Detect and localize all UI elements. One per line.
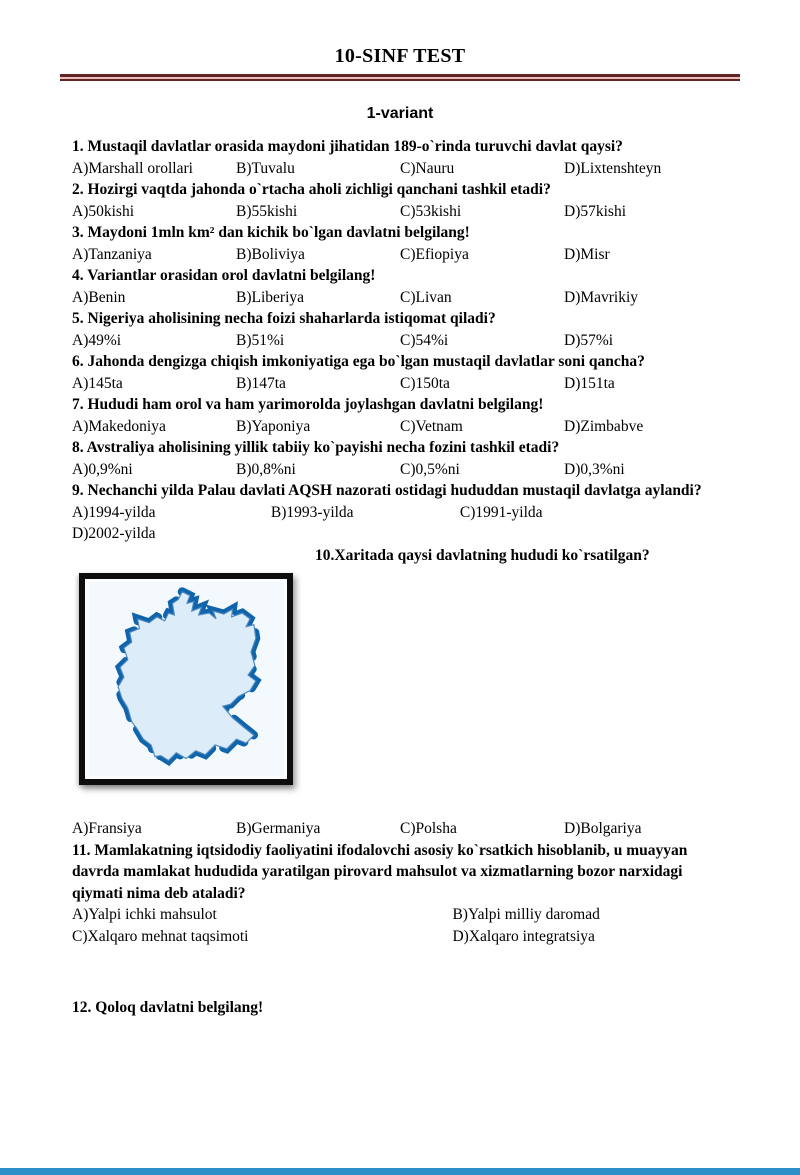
- question-text: 1. Mustaqil davlatlar orasida maydoni jihatidan 189-o`rinda turuvchi davlat qaysi?: [72, 138, 623, 155]
- question-text: 9. Nechanchi yilda Palau davlati AQSH nazorati ostidagi hududdan mustaqil davlatga aylandi?: [72, 482, 702, 499]
- answer-option: D)Misr: [564, 245, 610, 263]
- question-text: 3. Maydoni 1mln km² dan kichik bo`lgan davlatni belgilang!: [72, 224, 470, 241]
- page-title: 10-SINF TEST: [334, 45, 466, 67]
- answer-option: D)Mavrikiy: [564, 288, 639, 306]
- variant-title: 1-variant: [366, 105, 434, 122]
- answer-option: C)150ta: [400, 374, 450, 392]
- title-divider: [60, 74, 740, 81]
- answer-option: A)50kishi: [72, 202, 134, 220]
- question-text: 10.Xaritada qaysi davlatning hududi ko`rsatilgan?: [315, 546, 650, 564]
- answer-option: C)Xalqaro mehnat taqsimoti: [72, 927, 249, 945]
- question-text: 6. Jahonda dengizga chiqish imkoniyatiga ega bo`lgan mustaqil davlatlar soni qancha?: [72, 353, 645, 370]
- answer-option: D)57%i: [564, 331, 614, 349]
- answer-row: [72, 459, 728, 481]
- answer-option: A)0,9%ni: [72, 460, 133, 478]
- answer-option: C)Nauru: [400, 159, 455, 177]
- answer-option: A)Tanzaniya: [72, 245, 152, 263]
- answer-option: D)Xalqaro integratsiya: [452, 927, 595, 945]
- answer-option: A)Marshall orollari: [72, 159, 193, 177]
- answer-row: [72, 818, 728, 840]
- answer-row: [72, 904, 728, 947]
- test-document-page: [0, 44, 800, 1019]
- answer-row: [72, 330, 728, 352]
- question-text: 12. Qoloq davlatni belgilang!: [72, 999, 264, 1016]
- answer-row: [72, 416, 728, 438]
- answer-option: B)1993-yilda: [270, 503, 354, 521]
- answer-option: B)Liberiya: [236, 288, 305, 306]
- question-text: 2. Hozirgi vaqtda jahonda o`rtacha aholi zichligi qanchani tashkil etadi?: [72, 181, 551, 198]
- answer-option: C)54%i: [400, 331, 449, 349]
- answer-row: [72, 158, 728, 180]
- answer-row: [72, 244, 728, 266]
- answer-option: B)147ta: [236, 374, 286, 392]
- answer-option: A)1994-yilda: [72, 503, 156, 521]
- answer-option: D)151ta: [564, 374, 615, 392]
- answer-option: C)Livan: [400, 288, 452, 306]
- answer-option: D)2002-yilda: [72, 525, 156, 542]
- question-5: [72, 308, 728, 351]
- question-text: 4. Variantlar orasidan orol davlatni belgilang!: [72, 267, 376, 284]
- question-4: [72, 265, 728, 308]
- answer-option: B)Boliviya: [236, 245, 305, 263]
- question-10: [72, 545, 728, 840]
- answer-option: B)Yalpi milliy daromad: [452, 906, 600, 923]
- question-6: [72, 351, 728, 394]
- answer-option: D)57kishi: [564, 202, 626, 220]
- answer-option: C)Polsha: [400, 820, 457, 837]
- answer-option: B)55kishi: [236, 202, 298, 220]
- question-1: [72, 136, 728, 179]
- answer-option: C)Efiopiya: [400, 245, 469, 263]
- answer-option: B)0,8%ni: [236, 460, 296, 478]
- question-9: [72, 480, 728, 545]
- bottom-bar: [0, 1168, 800, 1175]
- answer-option: D)Lixtenshteyn: [564, 159, 662, 177]
- answer-row: [72, 523, 728, 545]
- answer-option: B)Yaponiya: [236, 417, 311, 435]
- germany-map: [88, 582, 284, 776]
- answer-option: A)Benin: [72, 288, 126, 306]
- question-12: [72, 997, 728, 1019]
- answer-option: A)Yalpi ichki mahsulot: [72, 906, 217, 923]
- answer-option: C)0,5%ni: [400, 460, 460, 478]
- answer-option: B)Tuvalu: [236, 159, 295, 177]
- map-figure-frame: [79, 573, 293, 785]
- answer-option: C)Vetnam: [400, 417, 463, 435]
- question-text: 5. Nigeriya aholisining necha foizi shaharlarda istiqomat qiladi?: [72, 310, 496, 327]
- answer-option: D)0,3%ni: [564, 460, 625, 478]
- answer-option: C)53kishi: [400, 202, 462, 220]
- answer-option: C)1991-yilda: [459, 503, 543, 521]
- answer-option: D)Zimbabve: [564, 417, 644, 435]
- question-text: 11. Mamlakatning iqtsidodiy faoliyatini ifodalovchi asosiy ko`rsatkich hisoblanib, u muayyan davrda mamlakat hududida yaratilgan pirovard mahsulot va xizmatlarning bozor narxidagi qiymati nima deb ataladi?: [72, 841, 688, 902]
- answer-row: [72, 502, 689, 524]
- question-3: [72, 222, 728, 265]
- question-text: 8. Avstraliya aholisining yillik tabiiy ko`payishi necha fozini tashkil etadi?: [72, 439, 560, 456]
- answer-option: A)145ta: [72, 374, 123, 392]
- answer-option: A)Makedoniya: [72, 417, 166, 435]
- question-11: [72, 840, 728, 948]
- answer-row: [72, 287, 728, 309]
- answer-option: D)Bolgariya: [564, 820, 642, 837]
- question-7: [72, 394, 728, 437]
- answer-option: A)Fransiya: [72, 820, 142, 837]
- question-list: [72, 136, 728, 1019]
- answer-option: B)51%i: [236, 331, 285, 349]
- answer-row: [72, 201, 728, 223]
- answer-row: [72, 373, 728, 395]
- question-8: [72, 437, 728, 480]
- question-2: [72, 179, 728, 222]
- question-text: 7. Hududi ham orol va ham yarimorolda joylashgan davlatni belgilang!: [72, 396, 544, 413]
- answer-option: B)Germaniya: [236, 820, 321, 837]
- answer-option: A)49%i: [72, 331, 122, 349]
